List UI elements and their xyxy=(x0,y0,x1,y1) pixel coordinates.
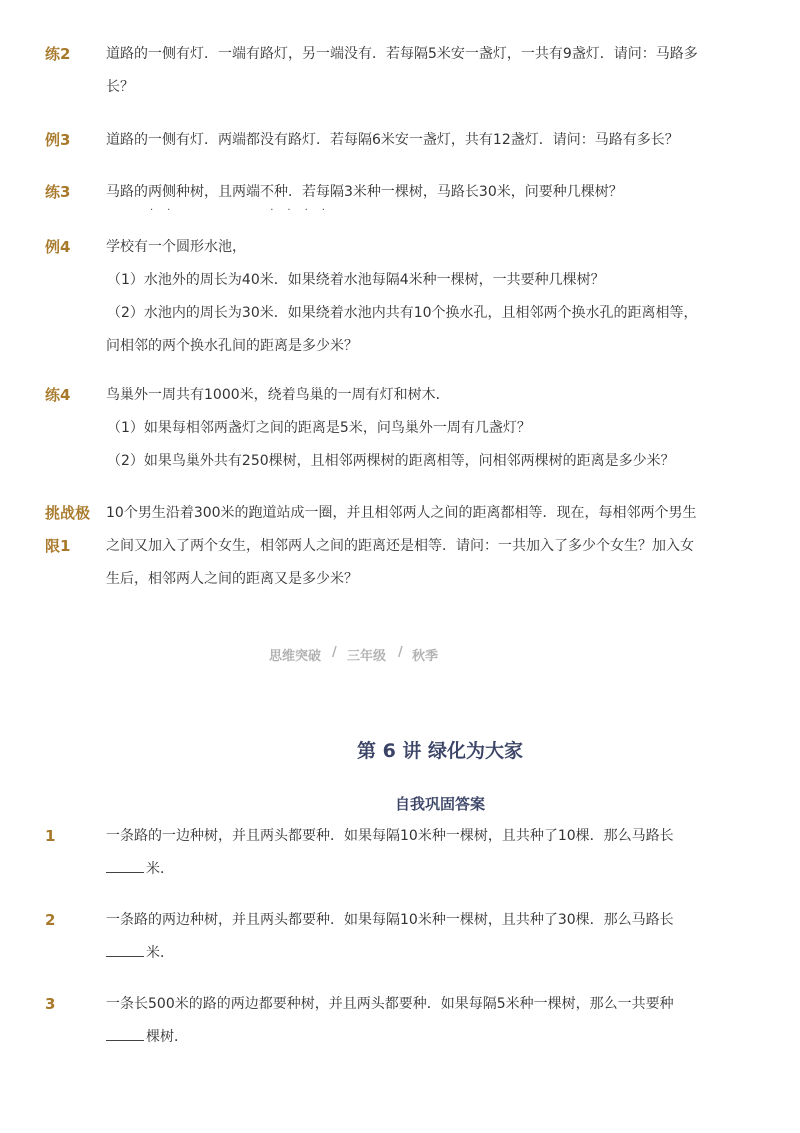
answer-body xyxy=(106,820,726,886)
answer-unit: 米． xyxy=(146,945,174,961)
problem-line: （2）如果鸟巢外共有250棵树，且相邻两棵树的距离相等，问相邻两棵树的距离是多少米？ xyxy=(107,453,675,469)
answer-unit: 棵树． xyxy=(146,1029,188,1045)
problem-line: 长？ xyxy=(106,79,134,95)
footer-separator: / xyxy=(398,645,403,660)
problem-label-line: 限1 xyxy=(45,537,71,555)
section-title: 自我巩固答案 xyxy=(394,795,485,813)
answer-line: 一条路的两边种树，并且两头都要种．如果每隔10米种一棵树，且共种了30棵．那么马路长 xyxy=(106,912,674,928)
answer-blank xyxy=(106,1026,144,1041)
answer-line: 一条长500米的路的两边都要种树，并且两头都要种．如果每隔5米种一棵树，那么一共要种 xyxy=(106,996,674,1012)
answer-number: 2 xyxy=(45,911,56,929)
footer-separator: / xyxy=(332,645,337,660)
answer-line xyxy=(106,853,726,886)
problem-line: （2）水池内的周长为30米．如果绕着水池内共有10个换水孔，且相邻两个换水孔的距离相等， xyxy=(107,305,698,321)
answer-line xyxy=(106,937,726,970)
problem-body xyxy=(106,497,726,596)
problem-label: 例4 xyxy=(45,238,71,256)
problem-label: 练3 xyxy=(45,183,71,201)
problem-line: 之间又加入了两个女生，相邻两人之间的距离还是相等．请问：一共加入了多少个女生？加入女 xyxy=(106,538,694,554)
problem-label: 例3 xyxy=(45,131,71,149)
problem-line: 10个男生沿着300米的跑道站成一圈，并且相邻两人之间的距离都相等．现在，每相邻两个男生 xyxy=(106,505,697,521)
problem-line: （1）如果每相邻两盏灯之间的距离是5米，问鸟巢外一周有几盏灯？ xyxy=(107,420,531,436)
problem-line: 道路的一侧有灯．两端都没有路灯．若每隔6米安一盏灯，共有12盏灯．请问：马路有多长？ xyxy=(106,132,679,148)
problem-line: 道路的一侧有灯．一端有路灯，另一端没有．若每隔5米安一盏灯，一共有9盏灯．请问：马路多 xyxy=(106,46,698,62)
answer-number: 1 xyxy=(45,827,56,845)
problem-body xyxy=(106,231,726,363)
footer-course: 思维突破 xyxy=(269,649,322,664)
problem-line: 马路的两侧种树，且两端不种．若每隔3米种一棵树，马路长30米，问要种几棵树？ xyxy=(106,184,623,200)
footer-grade: 三年级 xyxy=(347,649,387,664)
problem-line: （1）水池外的周长为40米．如果绕着水池每隔4米种一棵树，一共要种几棵树？ xyxy=(107,272,605,288)
problem-label-line: 挑战极 xyxy=(45,504,91,522)
problem-line: 生后，相邻两人之间的距离又是多少米？ xyxy=(106,571,358,587)
emphasis-dots: ·· ···· xyxy=(150,205,339,216)
problem-body xyxy=(106,379,726,478)
problem-body xyxy=(106,38,726,104)
problem-line: 学校有一个圆形水池， xyxy=(106,239,246,255)
lecture-title: 第 6 讲 绿化为大家 xyxy=(356,740,524,762)
problem-line: 鸟巢外一周共有1000米，绕着鸟巢的一周有灯和树木． xyxy=(106,387,450,403)
problem-label: 练4 xyxy=(45,386,71,404)
problem-body xyxy=(106,124,726,157)
footer-season: 秋季 xyxy=(412,649,439,664)
answer-number: 3 xyxy=(45,995,56,1013)
problem-label: 练2 xyxy=(45,45,71,63)
answer-line: 一条路的一边种树，并且两头都要种．如果每隔10米种一棵树，且共种了10棵．那么马路长 xyxy=(106,828,674,844)
answer-body xyxy=(106,904,726,970)
problem-line: 问相邻的两个换水孔间的距离是多少米？ xyxy=(106,338,358,354)
answer-body xyxy=(106,988,726,1054)
answer-unit: 米． xyxy=(146,861,174,877)
answer-blank xyxy=(106,858,144,873)
problem-label xyxy=(45,497,101,563)
answer-line xyxy=(106,1021,726,1054)
answer-blank xyxy=(106,942,144,957)
